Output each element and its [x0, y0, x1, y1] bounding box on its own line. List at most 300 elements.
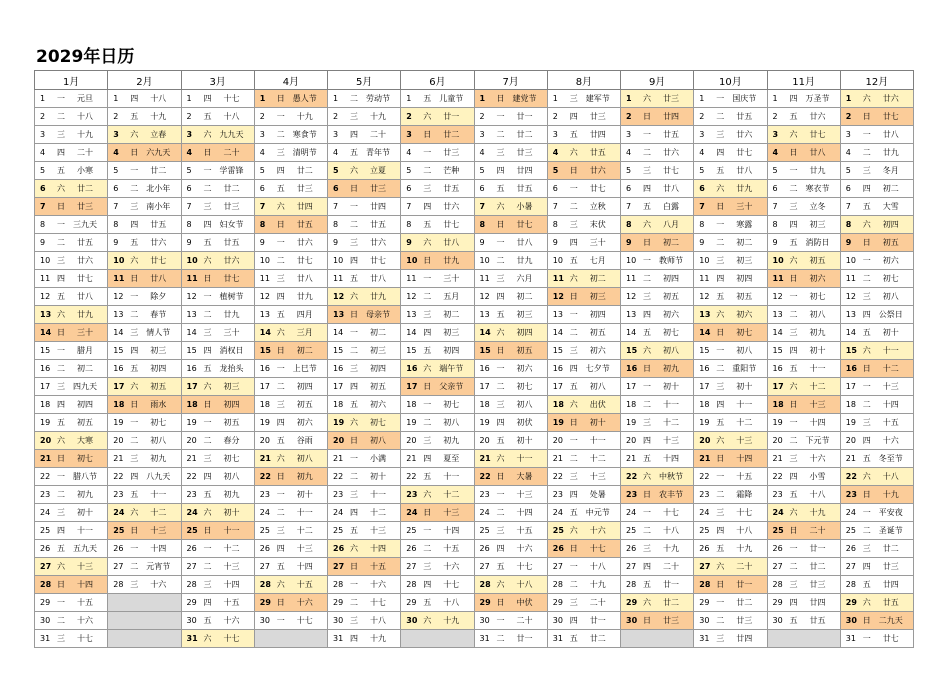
weekday: 一: [569, 562, 578, 571]
lunar-label: 小满: [370, 454, 386, 463]
weekday: 五: [203, 364, 212, 373]
lunar-label: 初十: [223, 508, 240, 517]
weekday: 二: [569, 454, 578, 463]
day-row: [35, 108, 914, 126]
weekday: 二: [130, 184, 139, 193]
weekday: 六: [643, 94, 651, 103]
day-number: 16: [845, 364, 857, 373]
day-number: 24: [113, 508, 125, 517]
day-row: [35, 234, 914, 252]
day-cell: [621, 216, 694, 234]
lunar-label: 廿五: [882, 598, 899, 607]
day-number: 20: [113, 436, 124, 445]
weekday: 三: [57, 130, 65, 139]
day-cell: [181, 270, 254, 288]
lunar-label: 廿二: [516, 130, 533, 139]
day-cell: [474, 378, 547, 396]
weekday: 五: [643, 202, 651, 211]
day-cell: [181, 108, 254, 126]
day-number: 1: [406, 94, 412, 103]
weekday: 四: [716, 148, 725, 157]
lunar-label: 十一: [516, 454, 533, 463]
day-number: 25: [40, 526, 51, 535]
day-cell: [401, 144, 474, 162]
day-cell: [694, 414, 767, 432]
weekday: 六: [496, 580, 505, 589]
day-number: 19: [699, 418, 710, 427]
day-number: 8: [259, 220, 266, 229]
weekday: 三: [569, 220, 578, 229]
lunar-label: 初四: [150, 364, 167, 373]
day-cell: [328, 198, 401, 216]
lunar-label: 初九: [223, 490, 240, 499]
day-number: 4: [113, 148, 119, 157]
weekday: 五: [350, 148, 358, 157]
day-number: 10: [699, 256, 710, 265]
lunar-label: 十九: [663, 544, 679, 553]
weekday: 五: [130, 238, 139, 247]
lunar-label: 廿八: [516, 238, 533, 247]
day-number: 12: [699, 292, 710, 301]
weekday: 一: [130, 292, 139, 301]
lunar-label: 初二: [663, 238, 679, 247]
weekday: 四: [569, 112, 578, 121]
day-row: [35, 252, 914, 270]
weekday: 五: [862, 328, 871, 337]
weekday: 三: [716, 382, 725, 391]
lunar-label: 十二: [589, 454, 606, 463]
day-number: 8: [333, 220, 339, 229]
weekday: 日: [350, 310, 358, 319]
day-number: 28: [626, 580, 637, 589]
day-cell: [694, 594, 767, 612]
day-number: 5: [113, 166, 119, 175]
lunar-label: 廿六: [223, 256, 240, 265]
day-number: 23: [479, 490, 490, 499]
lunar-label: 除夕: [150, 292, 167, 301]
lunar-label: 端午节: [439, 364, 464, 373]
day-cell: [621, 558, 694, 576]
weekday: 二: [203, 310, 212, 319]
day-cell: [181, 396, 254, 414]
lunar-label: 十八: [223, 112, 240, 121]
day-cell: [254, 306, 327, 324]
weekday: 日: [57, 454, 65, 463]
day-cell: [547, 360, 620, 378]
weekday: 四: [862, 184, 871, 193]
day-number: 3: [40, 130, 46, 139]
lunar-label: 二十: [77, 148, 93, 157]
weekday: 日: [716, 580, 725, 589]
weekday: 日: [350, 562, 358, 571]
day-number: 7: [113, 202, 119, 211]
weekday: 六: [643, 346, 651, 355]
lunar-label: 初二: [370, 328, 386, 337]
day-number: 31: [845, 634, 856, 643]
lunar-label: 立春: [150, 130, 167, 139]
weekday: 四: [862, 436, 871, 445]
lunar-label: 廿七: [150, 256, 167, 265]
lunar-label: 十四: [809, 418, 826, 427]
day-cell: [474, 126, 547, 144]
day-number: 15: [333, 346, 344, 355]
day-cell: [840, 414, 913, 432]
day-cell: [840, 198, 913, 216]
day-cell: [108, 576, 181, 594]
lunar-label: 公祭日: [878, 310, 903, 319]
day-number: 28: [406, 580, 417, 589]
day-cell: [401, 324, 474, 342]
day-cell: [547, 162, 620, 180]
day-cell: [35, 360, 108, 378]
day-number: 13: [845, 310, 856, 319]
day-number: 26: [259, 544, 270, 553]
day-cell: [547, 522, 620, 540]
day-cell: [35, 144, 108, 162]
lunar-label: 十二: [370, 508, 386, 517]
lunar-label: 初六: [736, 310, 753, 319]
day-number: 18: [699, 400, 710, 409]
day-number: 10: [845, 256, 856, 265]
lunar-label: 初四: [736, 274, 753, 283]
day-cell: [254, 468, 327, 486]
empty-cell: [254, 630, 327, 648]
day-number: 4: [40, 148, 46, 157]
weekday: 二: [57, 364, 65, 373]
day-number: 18: [626, 400, 637, 409]
month-header-3: 3月: [181, 71, 254, 90]
day-cell: [181, 576, 254, 594]
day-number: 27: [626, 562, 637, 571]
weekday: 五: [203, 238, 212, 247]
weekday: 五: [276, 562, 285, 571]
day-cell: [767, 270, 840, 288]
day-number: 16: [113, 364, 124, 373]
weekday: 五: [57, 544, 65, 553]
day-number: 22: [552, 472, 563, 481]
day-cell: [328, 468, 401, 486]
day-number: 14: [479, 328, 491, 337]
day-cell: [35, 612, 108, 630]
lunar-label: 十一: [589, 436, 606, 445]
day-number: 1: [259, 94, 266, 103]
lunar-label: 中元节: [585, 508, 610, 517]
day-number: 6: [406, 184, 412, 193]
lunar-label: 廿九: [223, 310, 240, 319]
day-number: 11: [406, 274, 417, 283]
day-number: 1: [626, 94, 632, 103]
day-cell: [35, 180, 108, 198]
lunar-label: 十六: [516, 544, 533, 553]
day-cell: [328, 576, 401, 594]
day-cell: [547, 234, 620, 252]
day-number: 20: [333, 436, 345, 445]
weekday: 一: [569, 436, 578, 445]
lunar-label: 初五: [663, 292, 679, 301]
lunar-label: 十七: [370, 598, 386, 607]
weekday: 六: [276, 580, 285, 589]
weekday: 一: [423, 274, 432, 283]
day-cell: [474, 108, 547, 126]
day-cell: [328, 342, 401, 360]
day-number: 9: [845, 238, 852, 247]
day-row: [35, 216, 914, 234]
lunar-label: 初二: [77, 364, 93, 373]
lunar-label: 十二: [223, 544, 240, 553]
day-number: 12: [259, 292, 270, 301]
weekday: 五: [276, 184, 285, 193]
day-cell: [328, 450, 401, 468]
day-number: 18: [772, 400, 784, 409]
day-cell: [108, 108, 181, 126]
weekday: 一: [57, 220, 65, 229]
weekday: 三: [203, 580, 212, 589]
day-cell: [328, 162, 401, 180]
lunar-label: 廿四: [370, 202, 386, 211]
weekday: 五: [862, 202, 871, 211]
weekday: 五: [643, 328, 651, 337]
day-row: [35, 198, 914, 216]
day-cell: [621, 252, 694, 270]
day-cell: [108, 360, 181, 378]
day-number: 7: [699, 202, 705, 211]
day-number: 1: [333, 94, 339, 103]
weekday: 三: [496, 400, 505, 409]
day-cell: [401, 360, 474, 378]
weekday: 一: [789, 418, 798, 427]
day-cell: [621, 378, 694, 396]
weekday: 六: [130, 382, 139, 391]
weekday: 一: [643, 508, 651, 517]
lunar-label: 十六: [296, 598, 313, 607]
day-cell: [840, 324, 913, 342]
weekday: 三: [496, 148, 505, 157]
lunar-label: 三十: [736, 202, 753, 211]
lunar-label: 廿六: [882, 94, 899, 103]
day-cell: [547, 414, 620, 432]
weekday: 二: [862, 526, 871, 535]
day-number: 16: [699, 364, 710, 373]
weekday: 五: [203, 616, 212, 625]
day-number: 16: [259, 364, 270, 373]
weekday: 五: [276, 310, 285, 319]
day-number: 6: [333, 184, 339, 193]
weekday: 四: [789, 94, 798, 103]
day-number: 30: [333, 616, 344, 625]
weekday: 一: [276, 112, 285, 121]
month-header-10: 10月: [694, 71, 767, 90]
lunar-label: 廿六: [589, 166, 606, 175]
day-number: 11: [626, 274, 637, 283]
day-number: 27: [186, 562, 197, 571]
day-cell: [35, 486, 108, 504]
day-number: 10: [626, 256, 637, 265]
weekday: 三: [643, 418, 651, 427]
weekday: 六: [862, 220, 871, 229]
lunar-label: 初五: [223, 418, 240, 427]
lunar-label: 初四: [370, 364, 386, 373]
day-number: 15: [552, 346, 563, 355]
day-number: 12: [479, 292, 490, 301]
lunar-label: 初四: [663, 274, 679, 283]
weekday: 六: [276, 454, 285, 463]
day-number: 2: [479, 112, 485, 121]
lunar-label: 立夏: [370, 166, 386, 175]
day-cell: [108, 522, 181, 540]
day-number: 31: [699, 634, 710, 643]
day-number: 12: [845, 292, 856, 301]
lunar-label: 廿二: [77, 184, 93, 193]
weekday: 一: [789, 166, 798, 175]
day-cell: [254, 270, 327, 288]
lunar-label: 廿四: [663, 112, 679, 121]
lunar-label: 三十: [443, 274, 460, 283]
weekday: 六: [789, 382, 798, 391]
day-number: 26: [626, 544, 637, 553]
lunar-label: 初十: [370, 472, 386, 481]
day-number: 26: [479, 544, 490, 553]
day-number: 24: [699, 508, 710, 517]
day-number: 18: [113, 400, 125, 409]
day-cell: [181, 162, 254, 180]
day-cell: [35, 630, 108, 648]
day-cell: [840, 576, 913, 594]
lunar-label: 六月: [516, 274, 533, 283]
lunar-label: 冬月: [882, 166, 899, 175]
day-cell: [621, 450, 694, 468]
day-cell: [401, 306, 474, 324]
day-cell: [840, 432, 913, 450]
weekday: 三: [350, 616, 358, 625]
day-number: 18: [259, 400, 270, 409]
weekday: 四: [276, 544, 285, 553]
day-number: 4: [333, 148, 339, 157]
day-cell: [474, 288, 547, 306]
day-number: 16: [406, 364, 418, 373]
day-cell: [474, 612, 547, 630]
weekday: 五: [423, 220, 432, 229]
weekday: 日: [276, 94, 285, 103]
lunar-label: 十四: [223, 580, 240, 589]
lunar-label: 大暑: [516, 472, 533, 481]
day-cell: [474, 558, 547, 576]
day-number: 14: [845, 328, 856, 337]
lunar-label: 十三: [443, 508, 460, 517]
weekday: 一: [276, 616, 285, 625]
day-number: 25: [845, 526, 856, 535]
day-number: 5: [186, 166, 192, 175]
day-cell: [328, 108, 401, 126]
day-number: 3: [113, 130, 119, 139]
day-cell: [254, 252, 327, 270]
day-cell: [547, 378, 620, 396]
lunar-label: 廿八: [296, 274, 313, 283]
day-number: 17: [552, 382, 563, 391]
weekday: 六: [423, 238, 432, 247]
lunar-label: 腊八节: [73, 472, 97, 481]
weekday: 四: [643, 436, 651, 445]
lunar-label: 五九天: [73, 544, 97, 553]
weekday: 四: [496, 166, 505, 175]
lunar-label: 廿一: [516, 112, 533, 121]
weekday: 二: [130, 562, 139, 571]
day-cell: [547, 126, 620, 144]
day-number: 24: [772, 508, 784, 517]
lunar-label: 初七: [443, 400, 460, 409]
lunar-label: 廿三: [296, 184, 313, 193]
weekday: 三: [643, 166, 651, 175]
day-cell: [767, 432, 840, 450]
weekday: 日: [716, 328, 725, 337]
weekday: 五: [569, 508, 578, 517]
lunar-label: 初十: [516, 436, 533, 445]
day-cell: [694, 612, 767, 630]
day-number: 10: [772, 256, 784, 265]
weekday: 一: [862, 130, 871, 139]
day-number: 24: [186, 508, 198, 517]
day-cell: [35, 324, 108, 342]
lunar-label: 上巳节: [292, 364, 317, 373]
weekday: 二: [203, 184, 212, 193]
weekday: 六: [862, 346, 871, 355]
day-number: 5: [259, 166, 265, 175]
day-row: [35, 162, 914, 180]
day-number: 20: [40, 436, 52, 445]
day-cell: [108, 198, 181, 216]
lunar-label: 廿三: [809, 580, 826, 589]
weekday: 四: [862, 310, 871, 319]
day-cell: [547, 288, 620, 306]
day-cell: [621, 504, 694, 522]
day-row: [35, 342, 914, 360]
lunar-label: 廿九: [443, 256, 460, 265]
lunar-label: 初八: [882, 292, 899, 301]
day-cell: [840, 342, 913, 360]
day-number: 11: [699, 274, 710, 283]
lunar-label: 四月: [296, 310, 313, 319]
lunar-label: 十五: [882, 418, 899, 427]
day-number: 12: [772, 292, 783, 301]
lunar-label: 二十: [223, 148, 240, 157]
day-number: 13: [699, 310, 711, 319]
lunar-label: 廿四: [296, 202, 313, 211]
day-cell: [694, 396, 767, 414]
day-cell: [108, 288, 181, 306]
lunar-label: 十七: [516, 562, 533, 571]
lunar-label: 十六: [150, 580, 167, 589]
day-number: 7: [40, 202, 46, 211]
day-cell: [108, 378, 181, 396]
day-number: 11: [186, 274, 198, 283]
month-header-12: 12月: [840, 71, 913, 90]
day-number: 19: [406, 418, 417, 427]
lunar-label: 廿八: [443, 238, 460, 247]
day-number: 2: [699, 112, 705, 121]
lunar-label: 廿五: [296, 220, 313, 229]
day-number: 23: [40, 490, 51, 499]
lunar-label: 廿七: [809, 130, 826, 139]
weekday: 一: [276, 238, 285, 247]
lunar-label: 廿三: [589, 112, 606, 121]
day-number: 2: [552, 112, 558, 121]
day-number: 5: [626, 166, 632, 175]
lunar-label: 初十: [77, 508, 93, 517]
day-cell: [547, 108, 620, 126]
day-row: [35, 324, 914, 342]
weekday: 四: [57, 274, 65, 283]
page-title: 2029年日历: [36, 47, 135, 67]
lunar-label: 十六: [370, 580, 386, 589]
